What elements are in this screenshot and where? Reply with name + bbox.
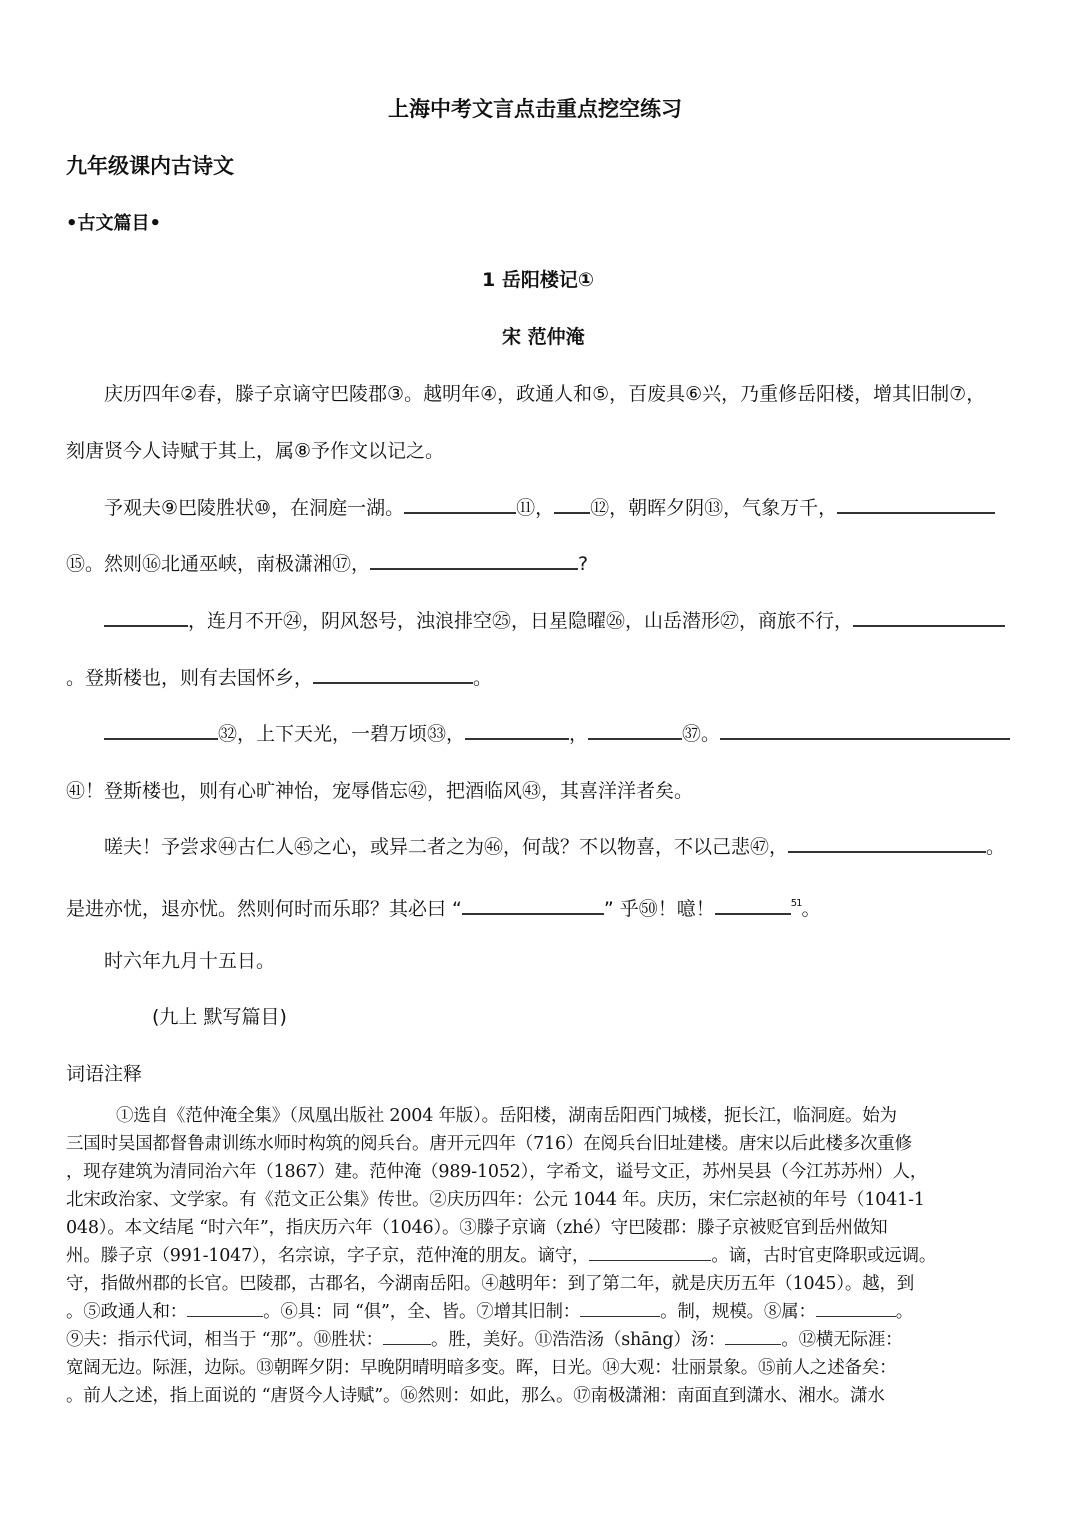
paragraph-5-text-c: 是进亦忧，退亦忧。然则何时而乐耶？其必曰 “ bbox=[66, 898, 462, 920]
note-line-4: 北宋政治家、文学家。有《范文正公集》传世。②庆历四年：公元 1044 年。庆历，宋仁宗赵祯的年号（1041-1 bbox=[66, 1190, 925, 1210]
paragraph-2-text-e: ? bbox=[578, 553, 589, 575]
source-note: (九上 默写篇目) bbox=[152, 1006, 287, 1028]
paragraph-5-text-a: 嗟夫！予尝求㊹古仁人㊺之心，或异二者之为㊻，何哉？不以物喜，不以己悲㊼， bbox=[104, 836, 789, 858]
document-title: 上海中考文言点击重点挖空练习 bbox=[388, 97, 682, 121]
article-author: 宋 范仲淹 bbox=[502, 326, 585, 348]
note-line-8 bbox=[66, 1298, 1011, 1326]
fill-blank[interactable] bbox=[580, 1301, 660, 1317]
fill-blank[interactable] bbox=[816, 1301, 896, 1317]
note-line-2: 三国时吴国都督鲁肃训练水师时构筑的阅兵台。唐开元四年（716）在阅兵台旧址建楼。唐宋以后此楼多次重修 bbox=[66, 1134, 912, 1154]
note-text: 。⑤政通人和： bbox=[66, 1302, 188, 1322]
section-heading: 九年级课内古诗文 bbox=[66, 154, 234, 178]
fill-blank[interactable] bbox=[837, 494, 995, 514]
note-line-5: 048）。本文结尾 “时六年”，指庆历六年（1046）。③滕子京谪（zhé）守巴陵郡：滕子京被贬官到岳州做知 bbox=[66, 1218, 888, 1238]
paragraph-1-line-1: 庆历四年②春，滕子京谪守巴陵郡③。越明年④，政通人和⑤，百废具⑥兴，乃重修岳阳楼，增其旧制⑦， bbox=[104, 383, 986, 405]
paragraph-5-text-f: 。 bbox=[801, 898, 821, 920]
paragraph-2-text-a: 予观夫⑨巴陵胜状⑩，在洞庭一湖。 bbox=[104, 497, 405, 519]
note-text: 。制，规模。⑧属： bbox=[660, 1302, 816, 1322]
note-text: 州。滕子京（991-1047），名宗谅，字子京，范仲淹的朋友。谪守， bbox=[66, 1246, 590, 1266]
fill-blank[interactable] bbox=[104, 607, 188, 627]
note-text: 。胜，美好。⑪浩浩汤（shāng）汤： bbox=[430, 1330, 726, 1350]
fill-blank[interactable] bbox=[313, 664, 473, 684]
subsection-heading: •古文篇目• bbox=[66, 213, 162, 234]
note-text: 。 bbox=[895, 1302, 914, 1322]
paragraph-6: 时六年九月十五日。 bbox=[104, 950, 276, 972]
note-line-10: 宽阔无边。际涯，边际。⑬朝晖夕阴：早晚阴晴明暗多变。晖，日光。⑭大观：壮丽景象。⑮前人之述备矣： bbox=[66, 1358, 897, 1378]
paragraph-5-line-1 bbox=[104, 833, 1005, 861]
paragraph-2-line-1 bbox=[104, 494, 995, 522]
fill-blank[interactable] bbox=[725, 1329, 781, 1345]
fill-blank[interactable] bbox=[465, 720, 569, 740]
fill-blank[interactable] bbox=[383, 1329, 431, 1345]
fill-blank[interactable] bbox=[554, 494, 590, 514]
paragraph-2-line-2 bbox=[66, 550, 588, 578]
fill-blank[interactable] bbox=[853, 607, 1005, 627]
paragraph-1-line-2: 刻唐贤今人诗赋于其上，属⑧予作文以记之。 bbox=[66, 440, 445, 462]
paragraph-3-text-a: ，连月不开㉔，阴风怒号，浊浪排空㉕，日星隐曜㉖，山岳潜形㉗，商旅不行， bbox=[188, 610, 854, 632]
fill-blank[interactable] bbox=[370, 550, 578, 570]
paragraph-4-text-b: ， bbox=[569, 723, 589, 745]
note-line-9 bbox=[66, 1326, 1011, 1354]
fill-blank[interactable] bbox=[588, 720, 682, 740]
paragraph-2-text-c: ⑫，朝晖夕阴⑬，气象万千， bbox=[590, 497, 838, 519]
footnote-marker-51: 51 bbox=[790, 898, 802, 909]
note-text: 。⑥具：同 “俱”，全、皆。⑦增其旧制： bbox=[263, 1302, 581, 1322]
paragraph-4-line-1 bbox=[104, 720, 1010, 748]
paragraph-2-text-b: ⑪， bbox=[516, 497, 555, 519]
note-line-1: ①选自《范仲淹全集》（凤凰出版社 2004 年版）。岳阳楼，湖南岳阳西门城楼，扼长江，临洞庭。始为 bbox=[116, 1106, 897, 1126]
note-line-7: 守，指做州郡的长官。巴陵郡，古郡名，今湖南岳阳。④越明年：到了第二年，就是庆历五年（1045）。越，到 bbox=[66, 1274, 915, 1294]
note-line-11: 。前人之述，指上面说的 “唐贤今人诗赋”。⑯然则：如此，那么。⑰南极潇湘：南面直到潇水、湘水。潇水 bbox=[66, 1386, 885, 1406]
fill-blank[interactable] bbox=[104, 720, 218, 740]
fill-blank[interactable] bbox=[187, 1301, 263, 1317]
paragraph-5-text-b: 。 bbox=[986, 836, 1006, 858]
paragraph-5-line-2 bbox=[66, 890, 821, 923]
article-title: 1 岳阳楼记① bbox=[482, 269, 594, 291]
fill-blank[interactable] bbox=[715, 895, 791, 915]
fill-blank[interactable] bbox=[462, 895, 604, 915]
paragraph-2-text-d: ⑮。然则⑯北通巫峡，南极潇湘⑰， bbox=[66, 553, 371, 575]
note-text: 。谪，古时官吏降职或远调。 bbox=[711, 1246, 937, 1266]
paragraph-4-text-c: ㊲。 bbox=[682, 723, 721, 745]
note-line-6 bbox=[66, 1242, 1011, 1270]
fill-blank[interactable] bbox=[788, 833, 986, 853]
paragraph-3-text-b: 。登斯楼也，则有去国怀乡， bbox=[66, 667, 314, 689]
note-text: ⑨夫：指示代词，相当于 “那”。⑩胜状： bbox=[66, 1330, 383, 1350]
paragraph-3-line-2 bbox=[66, 664, 492, 692]
note-line-3: ，现存建筑为清同治六年（1867）建。范仲淹（989-1052），字希文，谥号文正，苏州吴县（今江苏苏州）人， bbox=[66, 1162, 928, 1182]
note-text: 。⑫横无际涯： bbox=[781, 1330, 903, 1350]
paragraph-3-line-1 bbox=[104, 607, 1005, 635]
paragraph-3-text-c: 。 bbox=[473, 667, 493, 689]
paragraph-4-line-2: ㊶！登斯楼也，则有心旷神怡，宠辱偕忘㊷，把酒临风㊸，其喜洋洋者矣。 bbox=[66, 780, 694, 802]
paragraph-4-text-a: ㉜，上下天光，一碧万顷㉝， bbox=[218, 723, 466, 745]
paragraph-5-text-d: ” 乎㊿！噫！ bbox=[603, 898, 715, 920]
fill-blank[interactable] bbox=[589, 1245, 711, 1261]
fill-blank[interactable] bbox=[720, 720, 1010, 740]
fill-blank[interactable] bbox=[404, 494, 516, 514]
notes-heading: 词语注释 bbox=[66, 1063, 143, 1085]
